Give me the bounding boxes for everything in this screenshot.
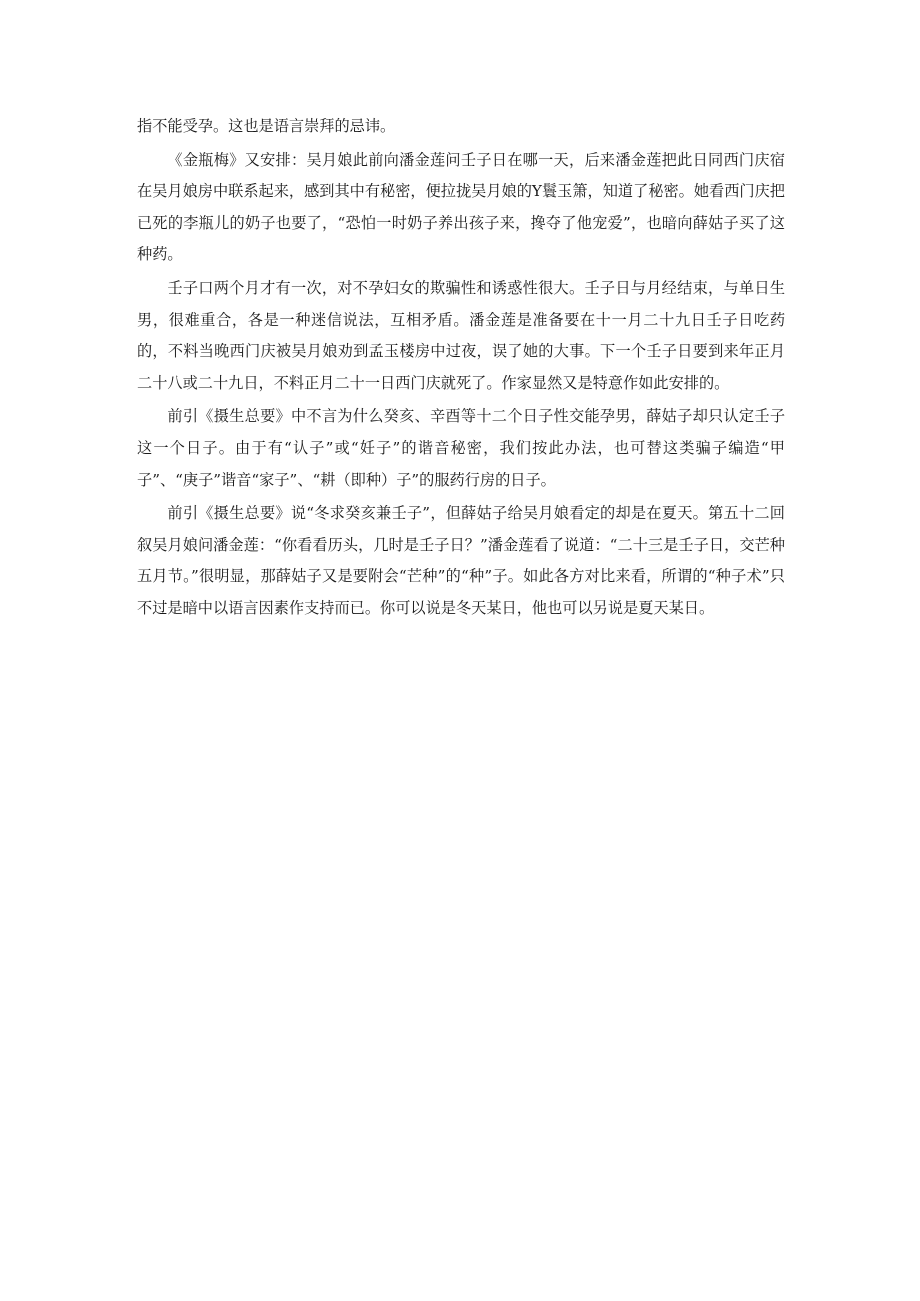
- paragraph-shesheng-zongyao-2: 前引《摄生总要》说“冬求癸亥兼壬子”，但薛姑子给吴月娘看定的却是在夏天。第五十二回叙吴月娘问潘金莲：“你看看历头，几时是壬子日？”潘金莲看了说道：“二十三是壬子日，交芒种五月节。”很明显，那薛姑子又是要附会“芒种”的“种”子。如此各方对比来看，所谓的“种子术”只不过是暗中以语言因素作支持而已。你可以说是冬天某日，他也可以另说是夏天某日。: [137, 504, 785, 617]
- document-page: [137, 111, 785, 627]
- paragraph-renzi-day: 壬子口两个月才有一次，对不孕妇女的欺骗性和诱惑性很大。壬子日与月经结束，与单日生男，很难重合，各是一种迷信说法，互相矛盾。潘金莲是准备要在十一月二十九日壬子日吃药的，不料当晚西门庆被吴月娘劝到孟玉楼房中过夜，误了她的大事。下一个壬子日要到来年正月二十八或二十九日，不料正月二十一日西门庆就死了。作家显然又是特意作如此安排的。: [137, 278, 785, 392]
- paragraph-shesheng-zongyao-1: 前引《摄生总要》中不言为什么癸亥、辛酉等十二个日子性交能孕男，薛姑子却只认定壬子这一个日子。由于有“认子”或“妊子”的谐音秘密，我们按此办法，也可替这类骗子编造“甲子”、“庚子”谐音“家子”、“耕（即种）子”的服药行房的日子。: [137, 407, 785, 489]
- paragraph-jinpingmei: 《金瓶梅》又安排：吴月娘此前向潘金莲问壬子日在哪一天，后来潘金莲把此日同西门庆宿在吴月娘房中联系起来，感到其中有秘密，便拉拢吴月娘的Y鬟玉箫，知道了秘密。她看西门庆把已死的李瓶儿的奶子也要了，“恐怕一时奶子养出孩子来，搀夺了他宠爱”，也暗向薛姑子买了这种药。: [137, 150, 785, 264]
- paragraph-continuation: 指不能受孕。这也是语言崇拜的忌讳。: [137, 117, 396, 135]
